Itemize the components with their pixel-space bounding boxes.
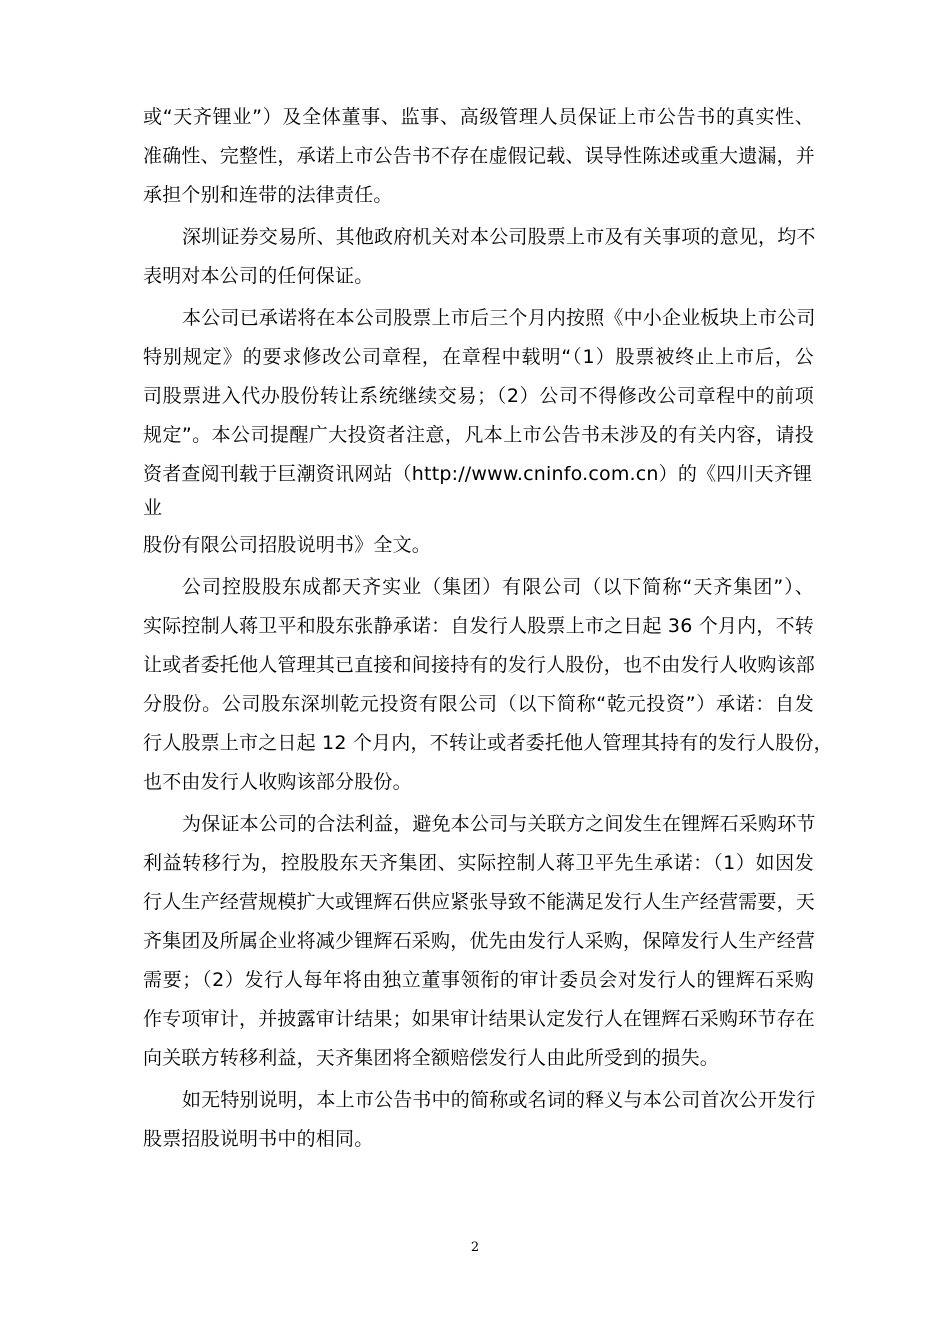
text-line: 向关联方转移利益，天齐集团将全额赔偿发行人由此所受到的损失。 xyxy=(143,1047,720,1069)
text-line: 司股票进入代办股份转让系统继续交易；（2）公司不得修改公司章程中的前项 xyxy=(143,385,814,407)
text-line: 行人股票上市之日起 12 个月内，不转让或者委托他人管理其持有的发行人股份， xyxy=(143,732,833,754)
text-line: 作专项审计，并披露审计结果；如果审计结果认定发行人在锂辉石采购环节存在 xyxy=(143,1008,816,1030)
text-line: 也不由发行人收购该部分股份。 xyxy=(143,771,412,793)
text-line: 行人生产经营规模扩大或锂辉石供应紧张导致不能满足发行人生产经营需要，天 xyxy=(143,891,816,913)
text-line: 准确性、完整性，承诺上市公告书不存在虚假记载、误导性陈述或重大遗漏，并 xyxy=(143,145,816,167)
text-line: 业 xyxy=(143,497,163,519)
text-line: 特别规定》的要求修改公司章程，在章程中载明“（1）股票被终止上市后，公 xyxy=(143,346,814,368)
text-line: 公司控股股东成都天齐实业（集团）有限公司（以下简称“天齐集团”）、 xyxy=(182,576,814,598)
text-line: 如无特别说明，本上市公告书中的简称或名词的释义与本公司首次公开发行 xyxy=(182,1089,816,1111)
text-line: 规定”。本公司提醒广大投资者注意，凡本上市公告书未涉及的有关内容，请投 xyxy=(143,424,814,446)
paragraph xyxy=(143,568,833,802)
text-line: 分股份。公司股东深圳乾元投资有限公司（以下简称“乾元投资”）承诺：自发 xyxy=(143,693,814,715)
paragraph xyxy=(143,805,814,1078)
text-line: 深圳证券交易所、其他政府机关对本公司股票上市及有关事项的意见，均不 xyxy=(182,226,816,248)
text-line: 表明对本公司的任何保证。 xyxy=(143,265,374,287)
text-line: 实际控制人蒋卫平和股东张静承诺：自发行人股票上市之日起 36 个月内，不转 xyxy=(143,615,814,637)
paragraph xyxy=(143,526,814,565)
text-line: 本公司已承诺将在本公司股票上市后三个月内按照《中小企业板块上市公司 xyxy=(182,307,816,329)
text-line: 股份有限公司招股说明书》全文。 xyxy=(143,534,432,556)
text-line: 利益转移行为，控股股东天齐集团、实际控制人蒋卫平先生承诺：（1）如因发 xyxy=(143,852,814,874)
text-line: 让或者委托他人管理其已直接和间接持有的发行人股份，也不由发行人收购该部 xyxy=(143,654,816,676)
paragraph xyxy=(143,1081,814,1159)
text-line: 或“天齐锂业”）及全体董事、监事、高级管理人员保证上市公告书的真实性、 xyxy=(143,106,814,128)
paragraph xyxy=(143,218,814,296)
paragraph xyxy=(143,98,814,215)
text-line: 资者查阅刊载于巨潮资讯网站（http://www.cninfo.com.cn）的《四川天齐锂 xyxy=(143,463,813,485)
text-line: 承担个别和连带的法律责任。 xyxy=(143,184,393,206)
text-line: 需要；（2）发行人每年将由独立董事领衔的审计委员会对发行人的锂辉石采购 xyxy=(143,969,814,991)
text-line: 股票招股说明书中的相同。 xyxy=(143,1128,374,1150)
text-line: 齐集团及所属企业将减少锂辉石采购，优先由发行人采购，保障发行人生产经营 xyxy=(143,930,816,952)
page-number: 2 xyxy=(470,1240,480,1255)
document-body xyxy=(143,98,833,1159)
paragraph xyxy=(143,299,814,523)
text-line: 为保证本公司的合法利益，避免本公司与关联方之间发生在锂辉石采购环节 xyxy=(182,813,816,835)
